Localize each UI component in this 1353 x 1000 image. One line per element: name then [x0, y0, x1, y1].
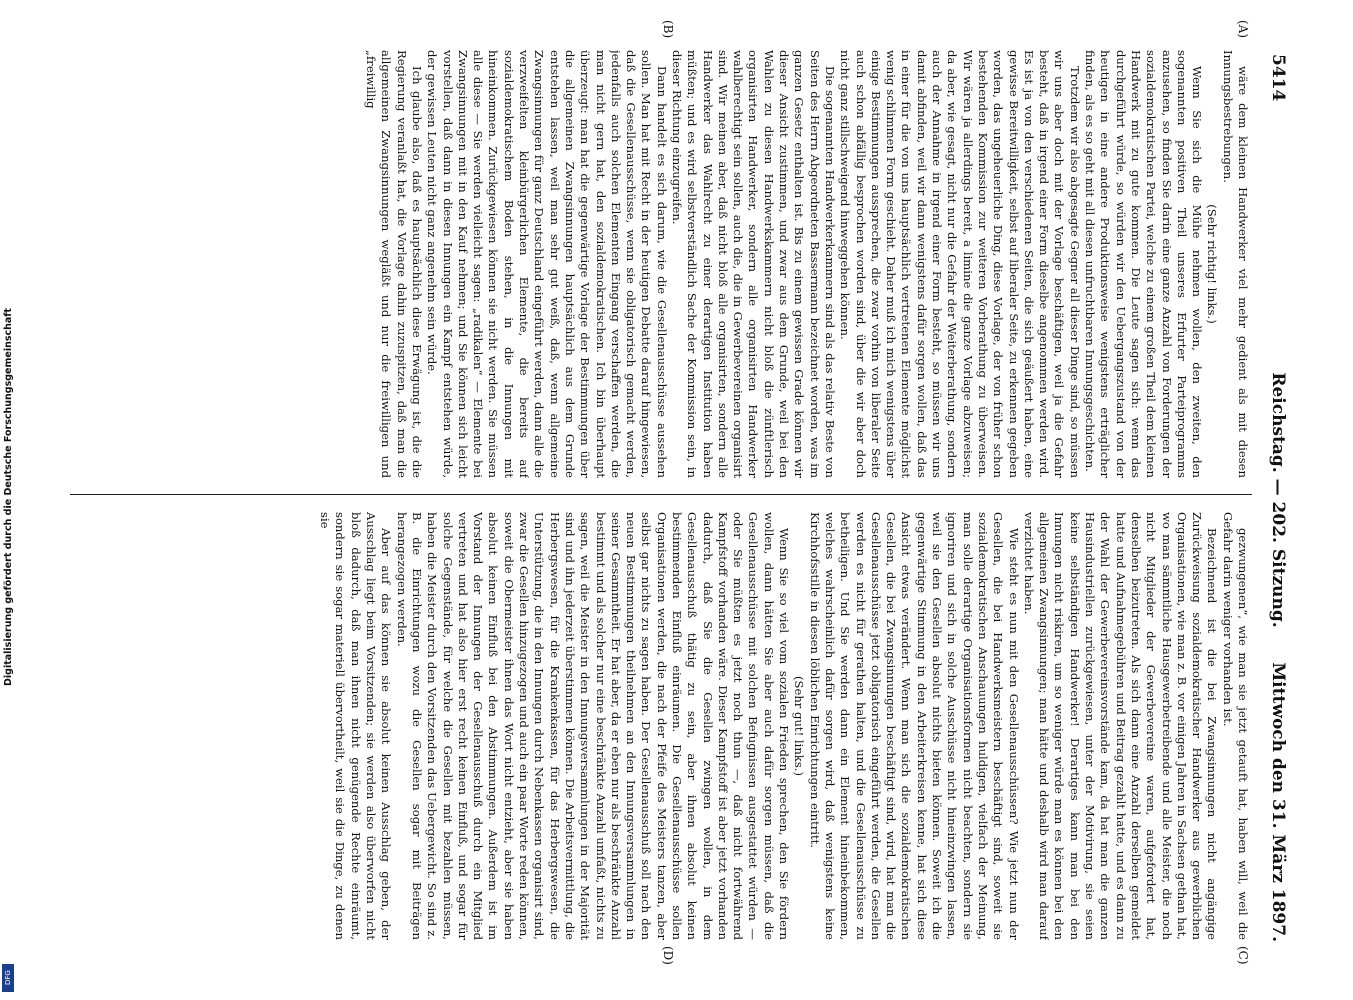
- page-header: [1264, 50, 1290, 950]
- page-title: Reichstag. — 202. Sitzung.: [1268, 372, 1288, 628]
- session-date: Mittwoch den 31. März 1897.: [1268, 662, 1288, 942]
- column-divider: [70, 494, 1252, 495]
- paragraph: Wenn Sie sich die Mühe nehmen wollen, den zweiten, den sogenannten positiven Theil unseres Erfurter Parteiprogramms anzusehen, so finden Sie darin eine ganze Anzahl von Forderungen der sozialdemokratischen Partei, welche zu einem großen Theil dem kleinen Handwerk mit zu gute kommen. Die Leute sagen sich: wenn das durchgeführt würde, so würden wir den Uebergangszustand von der heutigen in eine andere Produktionsweise wenigstens erträglicher finden, als es so geht mit all diesen unfruchtbaren Innungsgeschichten.: [1083, 50, 1205, 478]
- interjection: (Sehr gut! links.): [792, 676, 807, 776]
- paragraph: Die sogenannten Handwerkerkammern sind als das relativ Beste von Seiten des Herrn Abgeordneten Bassermann bezeichnet worden, was im ganzen Gesetz enthalten ist. Bis zu einem gewissen Grade können wir dieser Ansicht zustimmen, und zwar aus dem Grunde, weil bei den Wahlen zu diesen Handwerkskammern nicht bloß die zünftlerisch organisirten Handwerker, sondern alle organisirten Handwerker wahlberechtigt sein sollen, auch die, die in Gewerbevereinen organisirt sind. Wir meinen aber, daß nicht bloß alle organisirten, sondern alle Handwerker das Wahlrecht zu einer derartigen Institution haben müßten; und es wird selbstverständlich Sache der Kommission sein, in dieser Richtung einzugreifen.: [670, 50, 837, 478]
- paragraph: Aber auf das können sie absolut keinen Ausschlag geben, der Ausschlag liegt beim Vorsitzenden; sie werden also überworfen nicht bloß dadurch, daß man ihnen nicht genügende Rechte einräumt, sondern sie sogar materiell übervortheilt, weil sie die Dinge, zu denen sie: [318, 512, 394, 940]
- paragraph: gezwungenen“, wie man sie jetzt getauft hat, haben will, weil die Gefahr darin weniger vorhanden ist.: [1220, 512, 1250, 940]
- paragraph: Ich glaube also, daß es hauptsächlich diese Erwägung ist, die die Regierung veranlaßt hat, die Vorlage dahin zuzuspitzen, daß man die allgemeinen Zwangsinnungen wegläßt und nur die freiwilligen und „freiwillig: [364, 50, 424, 478]
- paragraph: Dann handelt es sich darum, wie die Gesellenausschüsse aussehen sollen. Man hat mit Recht in der heutigen Debatte darauf hingewiesen, daß die Gesellenausschüsse, wenn sie obligatorisch gemacht werden, jedenfalls auch solchen Elementen Eingang verschaffen werden, die man nicht gern hat, den sozialdemokratischen. Ich bin überhaupt überzeugt: man hat die gegenwärtige Vorlage der Bestimmungen über die allgemeinen Zwangsinnungen hauptsächlich aus dem Grunde entstehen lassen, weil man sehr gut weiß, daß, wenn allgemeine Zwangsinnungen für ganz Deutschland eingeführt werden, dann alle die verzweifelten kleinbürgerlichen Elemente, die bereits auf sozialdemokratischem Boden stehen, in die Innungen mit hineinkommen. Zurückgewiesen können sie nicht werden. Sie müssen alle diese — Sie werden vielleicht sagen: „radikalen“ — Elemente bei Zwangsinnungen mit in den Kauf nehmen; und Sie können sich leicht vorstellen, daß dann in diesen Innungen ein Kampf entstehen würde, der gewissen Leuten nicht ganz angenehm sein würde.: [425, 50, 669, 478]
- paragraph: Wie steht es nun mit den Gesellenausschüssen? Wie jetzt nun der Gesellen, die bei Handwerksmeistern beschäftigt sind, soweit sie sozialdemokratischen Anschauungen huldigen, vielfach der Meinung, man solle derartige Organisationsformen nicht beachten, sondern sie ignoriren und sich in solche Ausschüsse nicht hineinzwingen lassen, weil sie den Gesellen absolut nichts bieten können. Soweit ich die gegenwärtige Stimmung in den Arbeiterkreisen kenne, hat sich diese Ansicht etwas verändert. Wenn man sich die sozialdemokratischen Gesellen, die bei Zwangsinnungen beschäftigt sind, wird, hat man die Gesellenausschüsse jetzt obligatorisch eingeführt werden, die Gesellen werden es nicht für gerathen halten, und die Gesellenausschüsse zu betheiligen. Und Sie werden dann ein Element hineinbekommen, welches wahrscheinlich dafür sorgen wird, daß wenigstens keine Kirchhofsstille in diesen löblichen Einrichtungen eintritt.: [807, 512, 1021, 940]
- paragraph: Wenn Sie so viel vom sozialen Frieden sprechen, den Sie fördern wollen, dann hätten Sie aber auch dafür sorgen müssen, daß die Gesellenausschüsse mit solchen Befugnissen ausgestattet würden — oder Sie müßten es jetzt noch thun —, daß nicht fortwährend Kampfstoff vorhanden wäre. Dieser Kampfstoff ist aber jetzt vorhanden dadurch, daß Sie die Gesellen zwingen wollen, in dem Gesellenausschuß thätig zu sein, aber ihnen absolut keinen bestimmenden Einfluß einräumen. Die Gesellenausschüsse sollen Organisationen werden, die nach der Pfeife des Meisters tanzen, aber selbst gar nichts zu sagen haben. Der Gesellenausschuß soll nach den neuen Bestimmungen theilnehmen an den Innungsversammlungen in seiner Gesammtheit. Er hat aber, da er eben nur als beschränkte Anzahl bestimmt und als solcher nur eine beschränkte Anzahl umfaßt, nichts zu sagen, weil die Meister in den Innungsversammlungen in der Majorität sind und ihn jederzeit überstimmen können. Die Arbeitsvermittlung, die Herbergswesen, für die Krankenkassen, für das Herbergswesen, die Unterstützung, die in den Innungen durch Nebenkassen organisirt sind, zwar die Gesellen hinzugezogen und auch ein paar Worte reden können, soweit die Obermeister ihnen das Wort nicht entzieht, aber sie haben absolut keinen Einfluß bei den Abstimmungen. Außerdem ist im Vorstand der Innungen der Gesellenausschuß durch ein Mitglied vertreten und hat also hier erst recht keinen Einfluß, und sogar für solche Gegenstände, für welche die Gesellen mit bezahlen müssen, haben die Meister durch den Vorsitzenden das Uebergewicht. So sind z. B. die Einrichtungen wozu die Gesellen sogar mit Beiträgen herangezogen werden.: [394, 512, 792, 940]
- page-number: 5414: [1268, 54, 1288, 102]
- digitization-sidebar: [0, 0, 16, 1000]
- document-page: [60, 20, 1290, 965]
- paragraph: Bezeichnend ist die bei Zwangsinnungen nicht angängige Zurückweisung sozialdemokratischer Handwerker aus gewerblichen Organisationen, wie man z. B. vor einigen Jahren in Sachsen gethan hat, wo man sämmtliche Hausgewerbetreibende und alle Meister, die noch nicht Mitglieder der Gewerbevereine waren, aufgefordert hat, denselben beizutreten. Als sich dann eine Anzahl derselben gemeldet hatte und Aufnahmegebühren und Beitrag gezahlt hatte, und es dann zu der Wahl der Gewerbevereinsvorstände kam, da hat man die ganzen Hausindustriellen zurückgewiesen, unter der Motivirung, sie seien keine selbständigen Handwerker! Derartiges kann man bei den Innungen nicht riskiren, um so weniger würde man es können bei den allgemeinen Zwangsinnungen; man hätte und deshalb wird man darauf verzichtet haben.: [1021, 512, 1220, 940]
- funding-note: Digitalisierung gefördert durch die Deutsche Forschungsgemeinschaft: [3, 308, 14, 686]
- margin-marker-c: (C): [1236, 946, 1250, 965]
- dfg-logo: DFG: [2, 964, 14, 992]
- paragraph: wäre dem kleinen Handwerker viel mehr gedient als mit diesen Innungsbestrebungen.: [1220, 50, 1250, 478]
- right-column: [70, 512, 1250, 940]
- rotated-page-content: [60, 20, 1290, 965]
- margin-marker-d: (D): [661, 946, 675, 965]
- left-column: [70, 50, 1250, 478]
- paragraph: Trotzdem wir also abgesagte Gegner all dieser Dinge sind, so müssen wir uns aber doch mit der Vorlage beschäftigen, weil ja die Gefahr besteht, daß in irgend einer Form dieselbe angenommen werden wird. Es ist ja von den verschiedenen Seiten, die sich geäußert haben, eine gewisse Bereitwilligkeit, selbst auf liberaler Seite, zu erkennen gegeben worden, das ungeheuerliche Ding, diese Vorlage, der von früher schon bestehenden Kommission zur weiteren Vorberathung zu überweisen. Wir wären ja allerdings bereit, a limine die ganze Vorlage abzuweisen; da aber, wie gesagt, nicht nur die Gefahr der Weiterberathung, sondern auch der Annahme in irgend einer Form besteht, so müssen wir uns damit abfinden, weil wir dann wenigstens dafür sorgen wollen, daß das in einer für die von uns hauptsächlich vertretenen Elemente möglichst wenig schlimmen Form geschieht. Daher muß ich mich wenigstens über einige Bestimmungen aussprechen, die zwar vorhin von liberaler Seite auch schon abfällig besprochen worden sind, über die wir aber doch nicht ganz stillschweigend hinweggehen können.: [838, 50, 1082, 478]
- interjection: (Sehr richtig! links.): [1205, 204, 1220, 324]
- margin-marker-b: (B): [661, 20, 675, 39]
- margin-marker-a: (A): [1236, 20, 1250, 39]
